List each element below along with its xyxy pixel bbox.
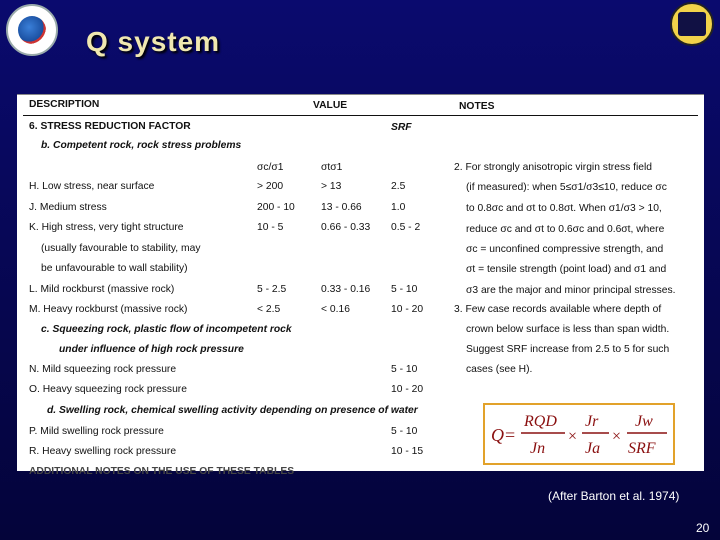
row-k-note-1: (usually favourable to stability, may bbox=[41, 243, 201, 254]
column-ratio-1: σc/σ1 bbox=[257, 162, 284, 173]
row-p-desc: P. Mild swelling rock pressure bbox=[29, 426, 164, 437]
row-h-c1: > 200 bbox=[257, 181, 284, 192]
globe-icon bbox=[18, 16, 46, 44]
row-l-srf: 5 - 10 bbox=[391, 284, 418, 295]
formula-jw: Jw bbox=[635, 413, 653, 430]
slide-title: Q system bbox=[86, 26, 221, 57]
header-rule bbox=[23, 115, 698, 116]
note-line-2: (if measured): when 5≤σ1/σ3≤10, reduce σc bbox=[466, 182, 667, 193]
srf-label: SRF bbox=[391, 122, 412, 133]
formula-ja: Ja bbox=[585, 440, 601, 457]
row-k-note-2: be unfavourable to wall stability) bbox=[41, 263, 188, 274]
formula-times-2: × bbox=[612, 428, 622, 445]
institution-logo-left bbox=[6, 4, 58, 56]
row-l-desc: L. Mild rockburst (massive rock) bbox=[29, 284, 175, 295]
row-m-srf: 10 - 20 bbox=[391, 304, 424, 315]
formula-times-1: × bbox=[568, 428, 578, 445]
formula-jr: Jr bbox=[585, 413, 599, 430]
row-k-c2: 0.66 - 0.33 bbox=[321, 222, 371, 233]
note-line-4: reduce σc and σt to 0.6σc and 0.6σt, where bbox=[466, 224, 665, 235]
row-l-c2: 0.33 - 0.16 bbox=[321, 284, 371, 295]
row-l-c1: 5 - 2.5 bbox=[257, 284, 287, 295]
row-h-srf: 2.5 bbox=[391, 181, 406, 192]
note-line-1: 2. For strongly anisotropic virgin stress field bbox=[454, 162, 653, 173]
page-number: 20 bbox=[696, 521, 710, 535]
sub-heading-b: b. Competent rock, rock stress problems bbox=[41, 140, 242, 151]
header-description: DESCRIPTION bbox=[29, 99, 100, 110]
row-n-desc: N. Mild squeezing rock pressure bbox=[29, 364, 177, 375]
sub-heading-c-2: under influence of high rock pressure bbox=[59, 344, 244, 355]
row-p-srf: 5 - 10 bbox=[391, 426, 418, 437]
formula-rqd: RQD bbox=[524, 413, 557, 430]
header-value: VALUE bbox=[313, 100, 348, 111]
formula-srf: SRF bbox=[628, 440, 656, 457]
row-h-c2: > 13 bbox=[321, 181, 342, 192]
formula-jn: Jn bbox=[530, 440, 546, 457]
q-formula-box bbox=[483, 403, 675, 465]
footer-cut-text: ADDITIONAL NOTES ON THE USE OF THESE TABLES bbox=[29, 466, 295, 477]
row-j-c1: 200 - 10 bbox=[257, 202, 295, 213]
note-line-6: σt = tensile strength (point load) and σ1 and bbox=[466, 264, 667, 275]
row-k-c1: 10 - 5 bbox=[257, 222, 284, 233]
note-line-10: Suggest SRF increase from 2.5 to 5 for such bbox=[466, 344, 670, 355]
row-r-desc: R. Heavy swelling rock pressure bbox=[29, 446, 177, 457]
source-caption: (After Barton et al. 1974) bbox=[548, 489, 680, 503]
row-j-c2: 13 - 0.66 bbox=[321, 202, 362, 213]
note-line-5: σc = unconfined compressive strength, and bbox=[466, 244, 664, 255]
sub-heading-d: d. Swelling rock, chemical swelling activity depending on presence of water bbox=[47, 405, 418, 416]
formula-q: Q bbox=[491, 425, 504, 445]
row-h-desc: H. Low stress, near surface bbox=[29, 181, 155, 192]
row-r-srf: 10 - 15 bbox=[391, 446, 424, 457]
section-title: 6. STRESS REDUCTION FACTOR bbox=[29, 121, 191, 132]
srf-table-document bbox=[17, 94, 704, 477]
row-k-srf: 0.5 - 2 bbox=[391, 222, 421, 233]
note-line-8: 3. Few case records available where depth of bbox=[454, 304, 662, 315]
emblem-icon bbox=[678, 12, 706, 36]
row-n-srf: 5 - 10 bbox=[391, 364, 418, 375]
sub-heading-c-1: c. Squeezing rock, plastic flow of incompetent rock bbox=[41, 324, 292, 335]
row-o-srf: 10 - 20 bbox=[391, 384, 424, 395]
note-line-11: cases (see H). bbox=[466, 364, 533, 375]
formula-equals: = bbox=[505, 425, 516, 445]
row-m-c2: < 0.16 bbox=[321, 304, 350, 315]
column-ratio-2: σtσ1 bbox=[321, 162, 343, 173]
header-notes: NOTES bbox=[459, 101, 495, 112]
row-m-desc: M. Heavy rockburst (massive rock) bbox=[29, 304, 188, 315]
institution-logo-right bbox=[670, 2, 714, 46]
row-o-desc: O. Heavy squeezing rock pressure bbox=[29, 384, 187, 395]
row-j-srf: 1.0 bbox=[391, 202, 406, 213]
note-line-7: σ3 are the major and minor principal stresses. bbox=[466, 285, 676, 296]
row-j-desc: J. Medium stress bbox=[29, 202, 107, 213]
row-k-desc: K. High stress, very tight structure bbox=[29, 222, 184, 233]
row-m-c1: < 2.5 bbox=[257, 304, 281, 315]
note-line-9: crown below surface is less than span width. bbox=[466, 324, 670, 335]
note-line-3: to 0.8σc and σt to 0.8σt. When σ1/σ3 > 10, bbox=[466, 203, 662, 214]
